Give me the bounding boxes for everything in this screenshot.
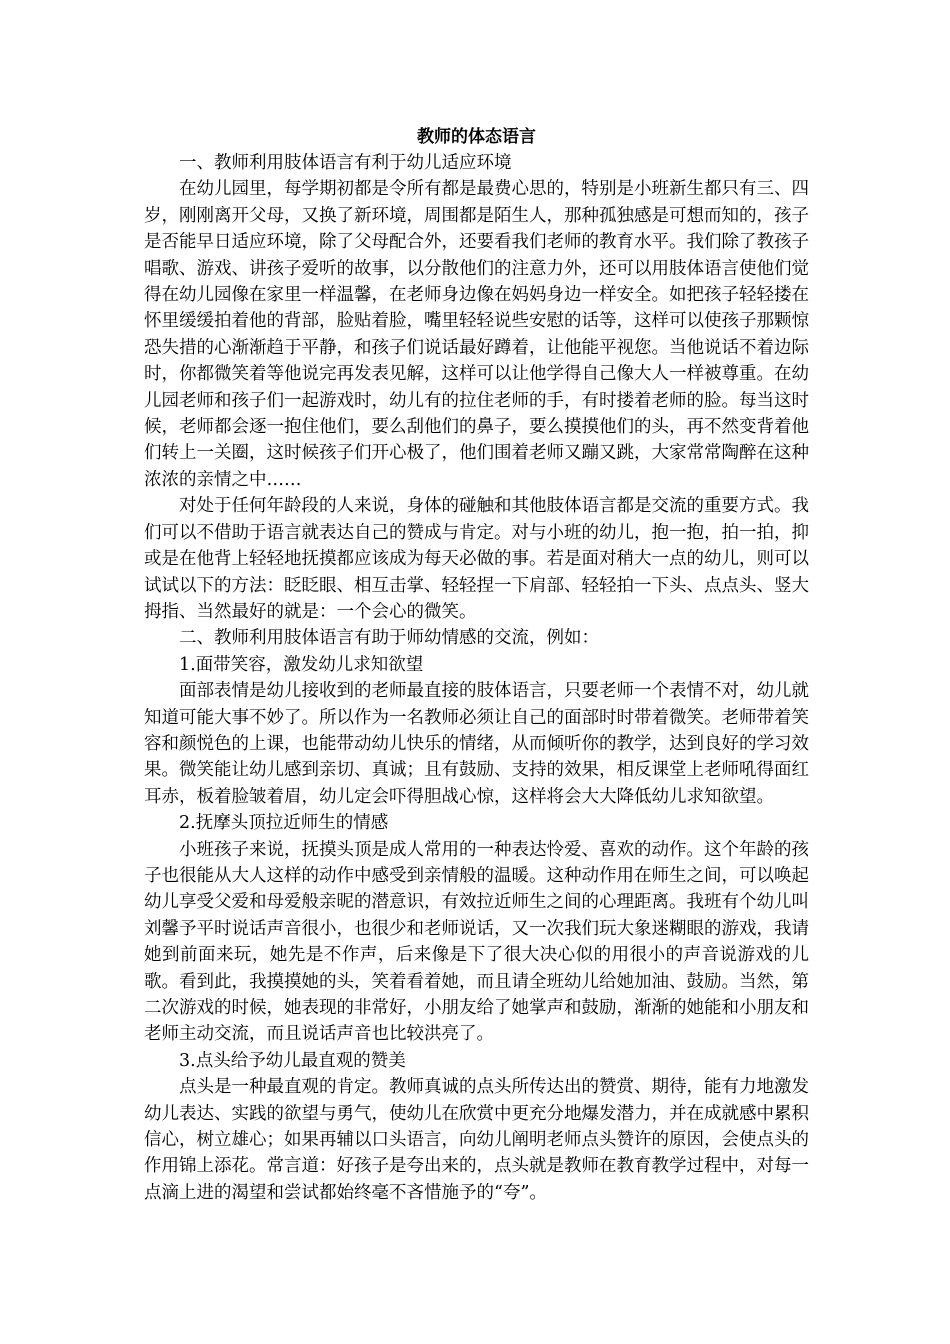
section1-paragraph-2: 对处于任何年龄段的人来说，身体的碰触和其他肢体语言都是交流的重要方式。我们可以不借助于语言就表达自己的赞成与肯定。对与小班的幼儿，抱一抱，拍一拍，抑或是在他背上轻轻地抚摸都应该成为每天必做的事。若是面对稍大一点的幼儿，则可以试试以下的方法：眨眨眼、相互击掌、轻轻捏一下肩部、轻轻拍一下头、点点头、竖大拇指、当然最好的就是：一个会心的微笑。	[144, 496, 809, 622]
section1-heading: 一、教师利用肢体语言有利于幼儿适应环境	[179, 153, 512, 173]
section1-paragraph-1: 在幼儿园里，每学期初都是令所有都是最费心思的，特别是小班新生都只有三、四岁，刚刚离开父母，又换了新环境，周围都是陌生人，那种孤独感是可想而知的，孩子是否能早日适应环境，除了父母配合外，还要看我们老师的教育水平。我们除了教孩子唱歌、游戏、讲孩子爱听的故事，以分散他们的注意力外，还可以用肢体语言使他们觉得在幼儿园像在家里一样温馨，在老师身边像在妈妈身边一样安全。如把孩子轻轻搂在怀里缓缓拍着他的背部，脸贴着脸，嘴里轻轻说些安慰的话等，这样可以使孩子那颗惊恐失措的心渐渐趋于平静，和孩子们说话最好蹲着，让他能平视您。当他说话不着边际时，你都微笑着等他说完再发表见解，这样可以让他学得自己像大人一样被尊重。在幼儿园老师和孩子们一起游戏时，幼儿有的拉住老师的手，有时搂着老师的脸。每当这时候，老师都会逐一抱住他们，要么刮他们的鼻子，要么摸摸他们的头，再不然变背着他们转上一关圈，这时候孩子们开心极了，他们围着老师又蹦又跳，大家常常陶醉在这种浓浓的亲情之中……	[144, 179, 809, 490]
document-page	[144, 124, 809, 1206]
item3-heading: 3.点头给予幼儿最直观的赞美	[179, 1050, 406, 1071]
item3-paragraph: 点头是一种最直观的肯定。教师真诚的点头所传达出的赞赏、期待，能有力地激发幼儿表达、实践的欲望与勇气，使幼儿在欣赏中更充分地爆发潜力，并在成就感中累积信心，树立雄心；如果再辅以口头语言，向幼儿阐明老师点头赞许的原因，会使点头的作用锦上添花。常言道：好孩子是夸出来的，点头就是教师在教育教学过程中，对每一点滴上进的渴望和尝试都始终毫不吝惜施予的“夸”。	[144, 1077, 809, 1203]
item2-paragraph: 小班孩子来说，抚摸头顶是成人常用的一种表达怜爱、喜欢的动作。这个年龄的孩子也很能从大人这样的动作中感受到亲情般的温暖。这种动作用在师生之间，可以唤起幼儿享受父爱和母爱般亲昵的潜意识，有效拉近师生之间的心理距离。我班有个幼儿叫刘馨予平时说话声音很小，也很少和老师说话，又一次我们玩大象迷糊眼的游戏，我请她到前面来玩，她先是不作声，后来像是下了很大决心似的用很小的声音说游戏的儿歌。看到此，我摸摸她的头，笑着看着她，而且请全班幼儿给她加油、鼓励。当然，第二次游戏的时候，她表现的非常好，小朋友给了她掌声和鼓励，渐渐的她能和小朋友和老师主动交流，而且说话声音也比较洪亮了。	[144, 839, 809, 1045]
item1-paragraph: 面部表情是幼儿接收到的老师最直接的肢体语言，只要老师一个表情不对，幼儿就知道可能大事不妙了。所以作为一名教师必须让自己的面部时时带着微笑。老师带着笑容和颜悦色的上课，也能带动幼儿快乐的情绪，从而倾听你的教学，达到良好的学习效果。微笑能让幼儿感到亲切、真诚；且有鼓励、支持的效果，相反课堂上老师吼得面红耳赤，板着脸皱着眉，幼儿定会吓得胆战心惊，这样将会大大降低幼儿求知欲望。	[144, 681, 809, 807]
document-title: 教师的体态语言	[417, 127, 536, 147]
item2-heading: 2.抚摩头顶拉近师生的情感	[179, 813, 389, 834]
section2-heading: 二、教师利用肢体语言有助于师幼情感的交流，例如：	[179, 628, 599, 649]
item1-heading: 1.面带笑容，激发幼儿求知欲望	[179, 654, 424, 675]
